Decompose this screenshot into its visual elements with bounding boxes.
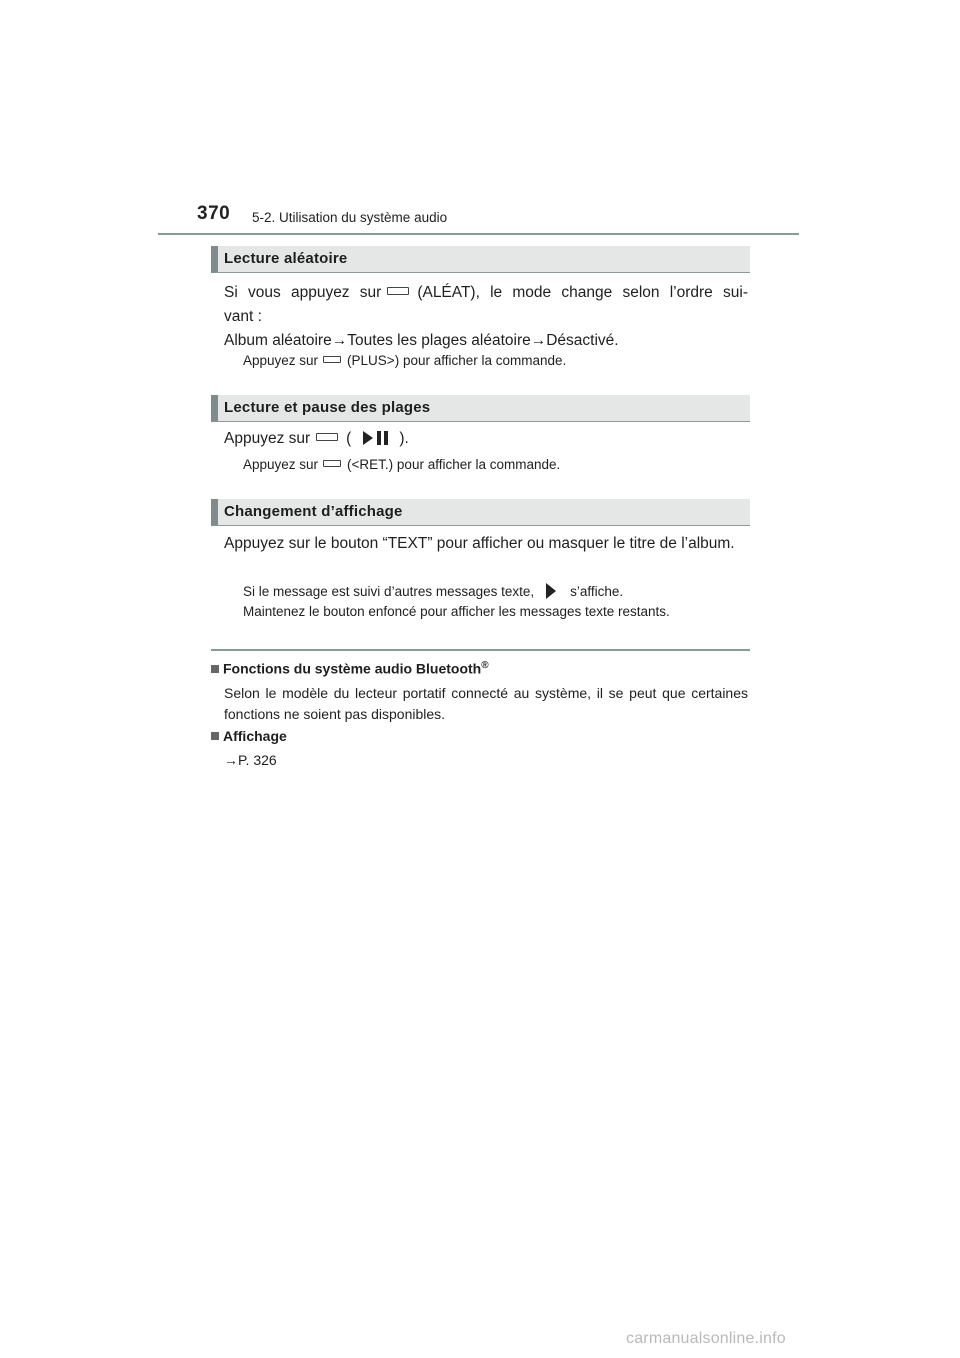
note-text-bluetooth: Selon le modèle du lecteur portatif connecté au système, il se peut que certaines fonctions ne soient pas disponibles. (224, 685, 748, 722)
section-body-play-pause: Appuyez sur ( ). (224, 430, 409, 447)
section-title: Changement d’affichage (224, 503, 403, 520)
note-text-display: →P. 326 (224, 752, 277, 768)
section-title: Lecture aléatoire (224, 250, 348, 267)
note-heading-bluetooth: Fonctions du système audio Bluetooth® (211, 660, 489, 677)
play-pause-icon (363, 430, 391, 446)
button-icon (316, 433, 338, 441)
section-body-display-change: Appuyez sur le bouton “TEXT” pour afficher ou masquer le titre de l’album. (224, 535, 735, 552)
square-bullet-icon (211, 732, 219, 740)
note-heading-display: Affichage (211, 728, 287, 744)
header-rule (158, 233, 799, 235)
section-note-display-change: Si le message est suivi d’autres messages texte, s’affiche. Maintenez le bouton enfoncé pour afficher les messages texte restants. (243, 584, 670, 619)
button-icon (387, 287, 409, 295)
square-bullet-icon (211, 665, 219, 673)
chapter-title: 5-2. Utilisation du système audio (252, 210, 448, 225)
section-title: Lecture et pause des plages (224, 399, 431, 416)
button-icon (323, 356, 341, 363)
section-heading-display-change (211, 499, 750, 526)
section-heading-random (211, 246, 750, 273)
page-number: 370 (197, 203, 231, 224)
section-body-random: Si vous appuyez sur (ALÉAT), le mode change selon l’ordre sui- vant : Album aléatoire→Toutes les plages aléatoire→Désactivé. (224, 284, 748, 349)
watermark: carmanualsonline.info (626, 1330, 786, 1347)
section-note-random: Appuyez sur (PLUS>) pour afficher la commande. (243, 353, 567, 368)
section-heading-play-pause (211, 395, 750, 422)
notes-divider (211, 649, 750, 651)
button-icon (323, 460, 341, 467)
section-note-play-pause: Appuyez sur (<RET.) pour afficher la commande. (243, 457, 561, 472)
next-arrow-icon (546, 583, 556, 599)
